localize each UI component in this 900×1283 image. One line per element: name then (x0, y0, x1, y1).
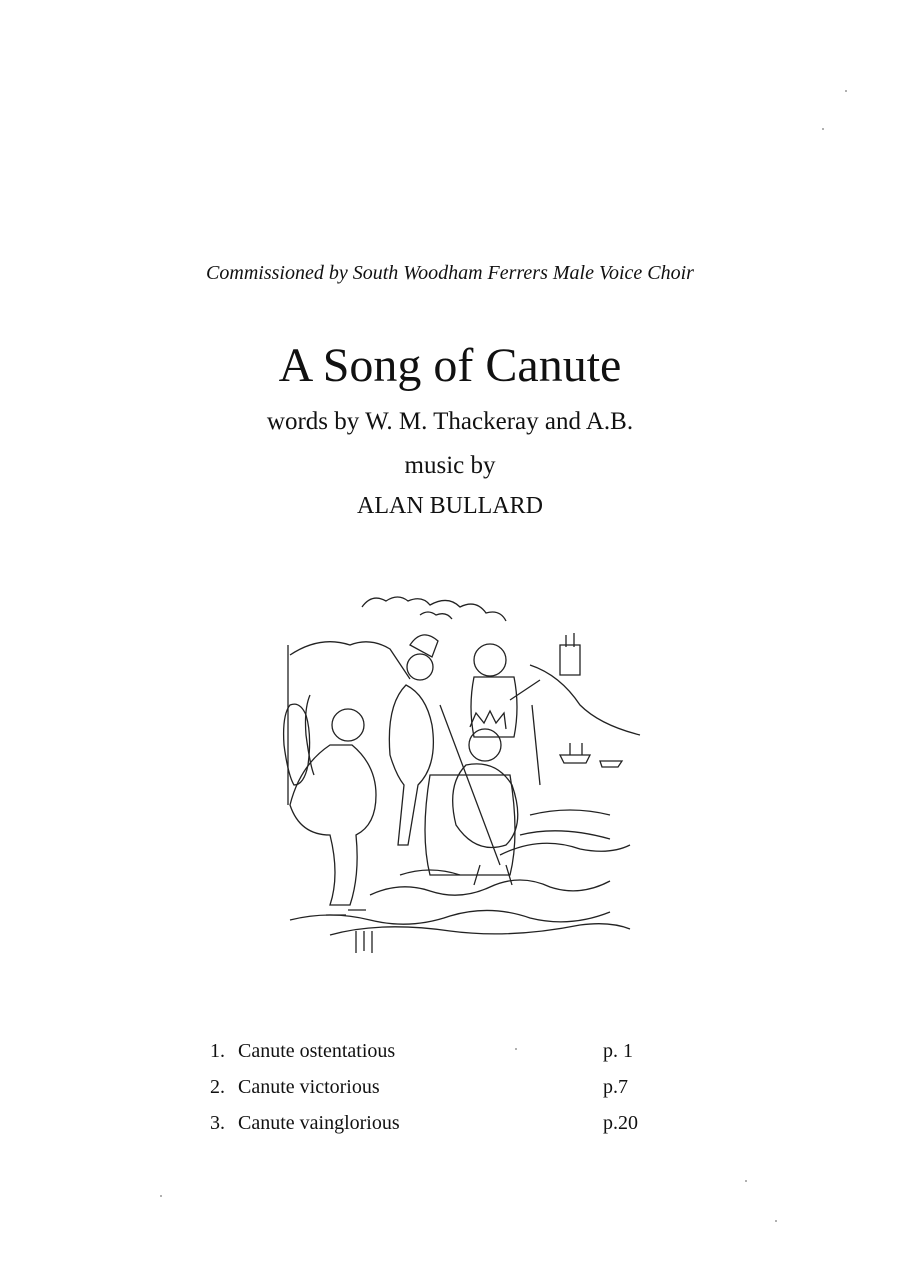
item-number: 1. (210, 1040, 225, 1062)
item-name: Canute ostentatious (238, 1040, 396, 1062)
list-item (210, 1076, 670, 1112)
words-credit: words by W. M. Thackeray and A.B. (266, 408, 634, 435)
commission-note: Commissioned by South Woodham Ferrers Male Voice Choir (206, 262, 694, 284)
composer-name: ALAN BULLARD (357, 493, 543, 519)
page-title: A Song of Canute (278, 339, 622, 392)
scan-speck (845, 90, 847, 92)
canute-illustration (270, 585, 650, 955)
item-name: Canute victorious (238, 1076, 380, 1098)
item-page: p. 1 (603, 1040, 633, 1062)
scan-speck (745, 1180, 747, 1182)
music-credit: music by (404, 452, 496, 479)
item-page: p.7 (603, 1076, 628, 1098)
item-page: p.20 (603, 1112, 638, 1134)
scan-speck (160, 1195, 162, 1197)
list-item (210, 1112, 670, 1148)
item-number: 2. (210, 1076, 225, 1098)
contents-list (210, 1040, 670, 1148)
item-number: 3. (210, 1112, 225, 1134)
item-name: Canute vainglorious (238, 1112, 400, 1134)
scan-speck (775, 1220, 777, 1222)
scan-speck (822, 128, 824, 130)
scan-speck (515, 1048, 517, 1050)
list-item (210, 1040, 670, 1076)
